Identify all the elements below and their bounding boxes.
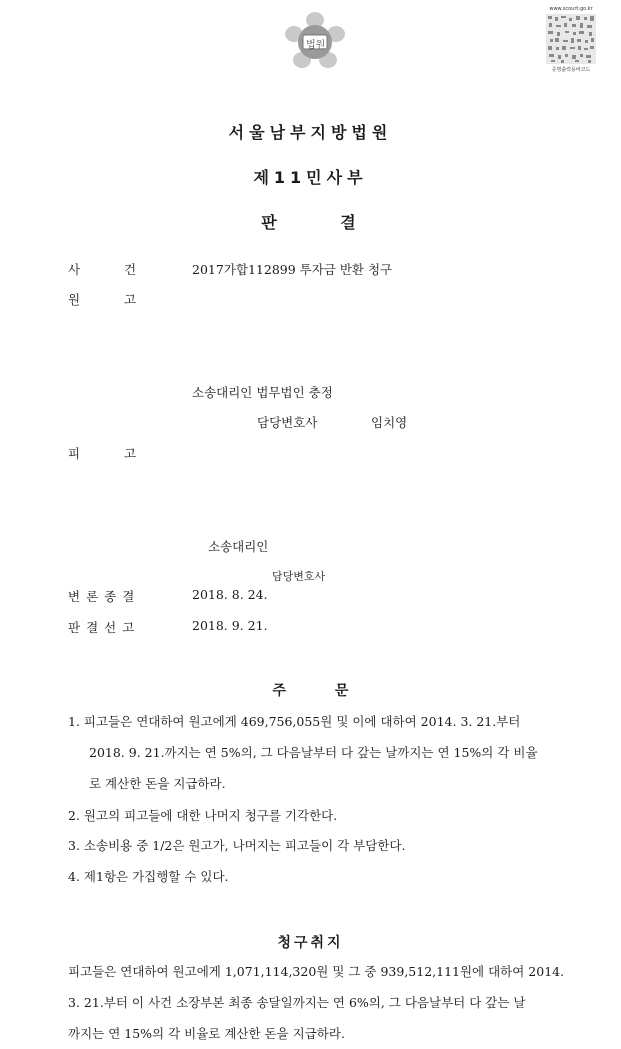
- order-item-line: 원고의 피고들에 대한 나머지 청구를 기각한다.: [83, 808, 338, 823]
- case-value: 2017가합112899 투자금 반환 청구: [192, 262, 393, 277]
- closing-date: 2018. 8. 24.: [192, 587, 268, 602]
- order-item-2: [68, 800, 337, 831]
- claim-line: 3. 21.부터 이 사건 소장부본 최종 송달일까지는 연 6%의, 그 다음날부터 다 갚는 날: [68, 995, 526, 1010]
- order-item-num: 2.: [68, 808, 80, 823]
- order-item-4: [68, 861, 229, 892]
- claim-body: [68, 956, 568, 1049]
- document-title: 판 결: [261, 213, 360, 232]
- seal-text: 법원: [306, 40, 326, 51]
- order-item-line: 제1항은 가집행할 수 있다.: [83, 869, 229, 884]
- division-name: 제11민사부: [253, 168, 368, 187]
- plaintiff-attorney-label: 담당변호사: [257, 415, 318, 430]
- plaintiff-attorney-name: 임치영: [371, 415, 408, 430]
- ruling-date: 2018. 9. 21.: [192, 618, 268, 633]
- closing-label: 변론종결: [68, 589, 141, 604]
- qr-url: www.scourt.go.kr: [549, 6, 593, 12]
- qr-code-image: [546, 14, 596, 64]
- qr-caption: 증명출력용바코드: [551, 67, 591, 73]
- defendant-attorney-label: 담당변호사: [272, 570, 326, 583]
- defendant-counsel: 소송대리인: [208, 539, 269, 554]
- claim-line: 피고들은 연대하여 원고에게 1,071,114,320원 및 그 중 939,512,111원에 대하여 2014.: [68, 964, 565, 979]
- court-seal-logo: [283, 10, 347, 74]
- order-item-line: 소송비용 중 1/2은 원고가, 나머지는 피고들이 각 부담한다.: [83, 838, 406, 853]
- order-item-3: [68, 830, 405, 861]
- defendant-label: 피 고: [68, 446, 137, 461]
- order-item-line: 2018. 9. 21.까지는 연 5%의, 그 다음날부터 다 갚는 날까지는 연 15%의 각 비율: [89, 745, 538, 760]
- court-name: 서울남부지방법원: [228, 123, 393, 142]
- order-item-num: 1.: [68, 714, 80, 729]
- order-title: 주 문: [272, 683, 349, 699]
- plaintiff-counsel: 소송대리인 법무법인 충정: [192, 385, 333, 400]
- order-item-line: 피고들은 연대하여 원고에게 469,756,055원 및 이에 대하여 2014. 3. 21.부터: [83, 714, 521, 729]
- claim-line: 까지는 연 15%의 각 비율로 계산한 돈을 지급하라.: [68, 1026, 345, 1041]
- order-item-num: 4.: [68, 869, 80, 884]
- order-item-num: 3.: [68, 838, 80, 853]
- ruling-date-label: 판결선고: [68, 620, 141, 635]
- order-item-line: 로 계산한 돈을 지급하라.: [89, 776, 226, 791]
- claim-title: 청구취지: [277, 935, 344, 951]
- order-item-1: [68, 706, 568, 799]
- case-label: 사 건: [68, 262, 137, 277]
- plaintiff-label: 원 고: [68, 292, 137, 307]
